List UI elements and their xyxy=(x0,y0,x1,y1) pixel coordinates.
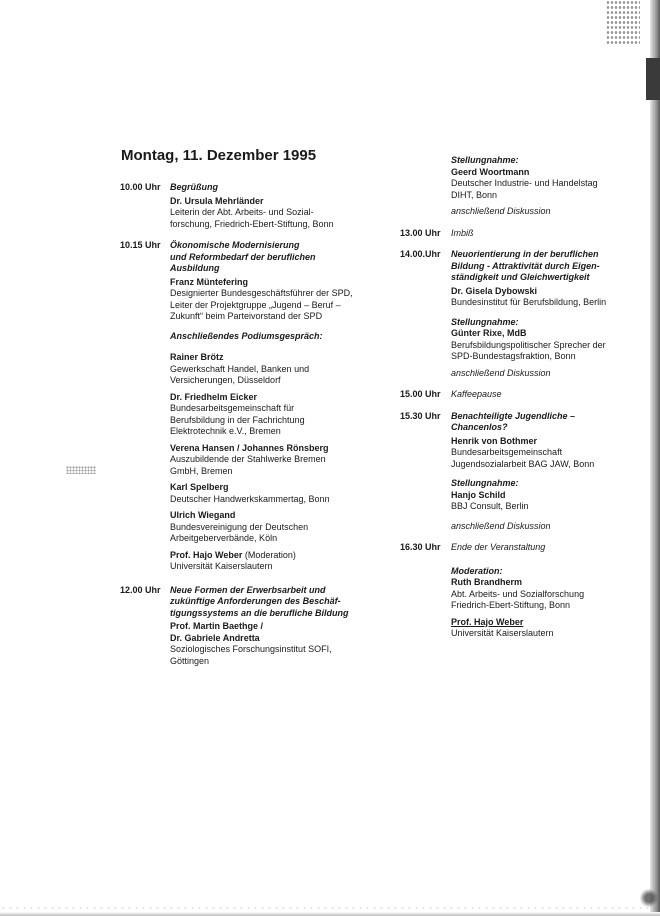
speaker-desc: Berufsbildungspolitischer Sprecher der xyxy=(451,339,606,350)
panelist xyxy=(170,550,360,573)
session-topic: Begrüßung xyxy=(170,182,218,192)
speaker-desc: Abt. Arbeits- und Sozialforschung xyxy=(451,588,585,599)
panelist-desc: Bundesvereinigung der Deutschen xyxy=(170,521,309,532)
scan-edge-notch xyxy=(646,58,660,100)
panelist-name: Karl Spelberg xyxy=(170,482,229,492)
speaker-desc: BBJ Consult, Berlin xyxy=(451,501,529,511)
speaker-desc: Deutscher Industrie- und Handelstag xyxy=(451,178,598,188)
scan-noise-bottom xyxy=(0,906,660,910)
session-imbiss xyxy=(400,228,625,240)
speaker-desc: Designierter Bundesgeschäftsführer der SPD, xyxy=(170,288,353,298)
session-topic: Kaffeepause xyxy=(451,389,502,399)
speaker-name: Prof. Hajo Weber xyxy=(451,616,524,627)
session-topic: Ökonomische Modernisierung und Reformbedarf der beruflichen Ausbildung xyxy=(170,240,316,273)
session-modernisierung xyxy=(120,240,360,573)
panelist-desc: Versicherungen, Düsseldorf xyxy=(170,375,281,385)
speaker-desc: DIHT, Bonn xyxy=(451,189,498,200)
speaker-name: Henrik von Bothmer xyxy=(451,435,538,446)
speaker-desc: Göttingen xyxy=(170,655,210,666)
speaker-desc: Bundesarbeitsgemeinschaft xyxy=(451,447,563,457)
session-jugendliche xyxy=(400,411,625,533)
session-time: 15.30 Uhr xyxy=(400,410,441,421)
scan-edge-bottom xyxy=(0,912,660,916)
panelist xyxy=(170,482,360,505)
panelist xyxy=(170,510,360,545)
statement-heading: Stellungnahme: xyxy=(451,155,519,165)
session-topic: Neue Formen der Erwerbsarbeit und zukünftige Anforderungen des Beschäf- tigungssystems an die berufliche Bildung xyxy=(170,584,349,618)
speaker-desc: Bundesinstitut für Berufsbildung, Berlin xyxy=(451,297,607,307)
panelist-desc: Elektrotechnik e.V., Bremen xyxy=(170,426,281,436)
panelist-desc: Universität Kaiserslautern xyxy=(170,561,273,571)
discussion-note: anschließend Diskussion xyxy=(451,520,551,531)
moderation-heading: Moderation: xyxy=(451,565,503,576)
speaker-name: Dr. Gabriele Andretta xyxy=(170,632,260,643)
panelist-name: Dr. Friedhelm Eicker xyxy=(170,391,258,402)
speaker-desc: Leiter der Projektgruppe „Jugend – Beruf – xyxy=(170,299,341,310)
speaker-name: Franz Müntefering xyxy=(170,276,248,287)
panelist xyxy=(170,392,360,438)
speaker-desc: Soziologisches Forschungsinstitut SOFI, xyxy=(170,644,332,654)
speaker-desc: Zukunft“ beim Parteivorstand der SPD xyxy=(170,311,323,321)
panelist-desc: GmbH, Bremen xyxy=(170,465,233,476)
moderation-block xyxy=(400,566,625,640)
session-topic: Neuorientierung in der beruflichen Bildung - Attraktivität durch Eigen- ständigkeit und Gleichwertigkeit xyxy=(451,249,600,282)
panelist-desc: Gewerkschaft Handel, Banken und xyxy=(170,363,310,374)
day-heading: Montag, 11. Dezember 1995 xyxy=(121,147,317,164)
panelist-role: (Moderation) xyxy=(242,549,296,560)
speaker-desc: forschung, Friedrich-Ebert-Stiftung, Bonn xyxy=(170,218,334,229)
panelist-desc: Deutscher Handwerkskammertag, Bonn xyxy=(170,493,330,504)
session-erwerbsarbeit xyxy=(120,585,360,668)
session-neuorientierung xyxy=(400,249,625,379)
speaker-desc: Jugendsozialarbeit BAG JAW, Bonn xyxy=(451,458,595,469)
panelist xyxy=(170,352,360,387)
session-ende xyxy=(400,542,625,554)
speaker-name: Ruth Brandherm xyxy=(451,577,523,587)
keynote-speaker xyxy=(170,277,360,323)
panelist-name: Verena Hansen / Johannes Rönsberg xyxy=(170,442,329,453)
speaker-desc: Leiterin der Abt. Arbeits- und Sozial- xyxy=(170,207,314,217)
session-time: 13.00 Uhr xyxy=(400,227,441,238)
scan-noise-left xyxy=(66,466,96,474)
session-welcome xyxy=(120,182,360,230)
session-topic: Ende der Veranstaltung xyxy=(451,542,546,552)
speaker-name: Günter Rixe, MdB xyxy=(451,328,527,338)
scan-edge-right xyxy=(650,0,660,916)
session-time: 16.30 Uhr xyxy=(400,542,441,552)
panelist-name: Ulrich Wiegand xyxy=(170,510,236,520)
speaker-name: Dr. Ursula Mehrländer xyxy=(170,195,264,206)
panelist-name: Prof. Hajo Weber xyxy=(170,549,243,560)
speaker-desc: SPD-Bundestagsfraktion, Bonn xyxy=(451,351,576,361)
scan-corner-mark xyxy=(640,888,658,908)
session-topic: Imbiß xyxy=(451,227,474,238)
session-time: 15.00 Uhr xyxy=(400,389,441,399)
panelist-desc: Bundesarbeitsgemeinschaft für xyxy=(170,403,295,413)
panelist-desc: Berufsbildung in der Fachrichtung xyxy=(170,414,305,425)
panelist xyxy=(170,443,360,478)
statement-heading: Stellungnahme: xyxy=(451,316,519,327)
statement-woortmann xyxy=(400,155,625,218)
session-time: 10.15 Uhr xyxy=(120,240,161,250)
session-topic: Benachteiligte Jugendliche – Chancenlos? xyxy=(451,410,576,432)
session-time: 10.00 Uhr xyxy=(120,182,161,192)
panelist-desc: Auszubildende der Stahlwerke Bremen xyxy=(170,454,326,464)
speaker-name: Hanjo Schild xyxy=(451,489,506,500)
speaker-name: Prof. Martin Baethge / xyxy=(170,621,264,631)
panel-heading: Anschließendes Podiumsgespräch: xyxy=(170,330,323,341)
speaker-desc: Universität Kaiserslautern xyxy=(451,628,554,638)
discussion-note: anschließend Diskussion xyxy=(451,367,551,378)
statement-heading: Stellungnahme: xyxy=(451,478,519,488)
speaker-name: Geerd Woortmann xyxy=(451,166,530,177)
panelist-name: Rainer Brötz xyxy=(170,352,224,362)
program-right-column xyxy=(400,155,625,640)
speaker-name: Dr. Gisela Dybowski xyxy=(451,285,538,296)
scan-noise-top-right xyxy=(606,0,640,44)
program-left-column xyxy=(120,182,360,667)
session-kaffeepause xyxy=(400,389,625,401)
discussion-note: anschließend Diskussion xyxy=(451,206,551,216)
panelist-desc: Arbeitgeberverbände, Köln xyxy=(170,533,278,543)
session-time: 12.00 Uhr xyxy=(120,584,161,595)
speaker-desc: Friedrich-Ebert-Stiftung, Bonn xyxy=(451,600,571,610)
session-time: 14.00.Uhr xyxy=(400,249,441,259)
